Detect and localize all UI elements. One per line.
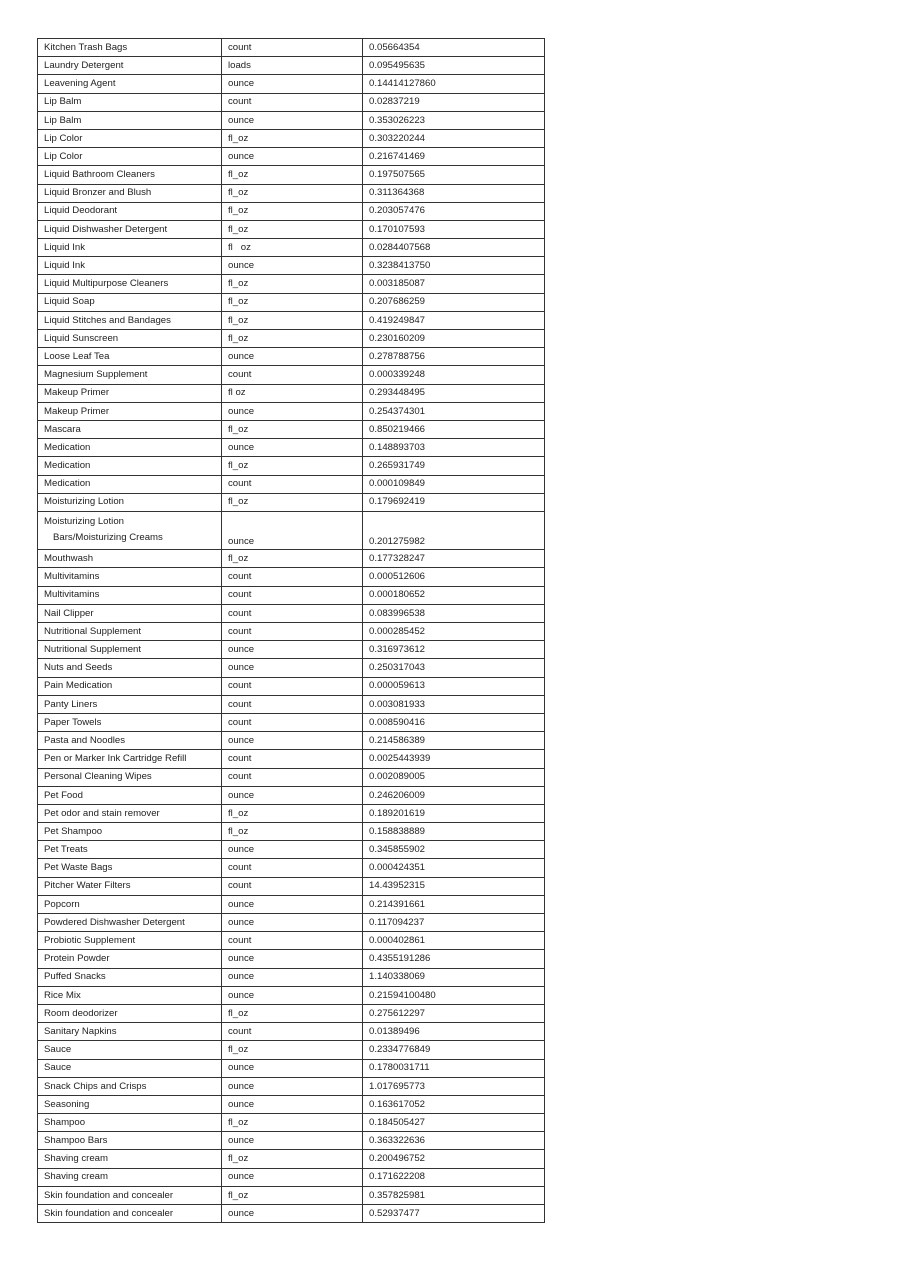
value-cell: 0.345855902: [363, 841, 545, 859]
product-name-cell: Liquid Multipurpose Cleaners: [38, 275, 222, 293]
table-row: [38, 475, 545, 493]
table-row: [38, 1004, 545, 1022]
table-row: [38, 1114, 545, 1132]
product-name-cell: Liquid Ink: [38, 239, 222, 257]
unit-cell: count: [222, 1023, 363, 1041]
value-cell: 0.003185087: [363, 275, 545, 293]
value-cell: 0.4355191286: [363, 950, 545, 968]
table-row: [38, 568, 545, 586]
product-name-cell: Laundry Detergent: [38, 57, 222, 75]
value-cell: 0.000109849: [363, 475, 545, 493]
product-name-cell: Makeup Primer: [38, 402, 222, 420]
table-row: [38, 1168, 545, 1186]
table-row: [38, 841, 545, 859]
product-name-cell: Room deodorizer: [38, 1004, 222, 1022]
product-name-line1: Moisturizing Lotion: [44, 516, 124, 528]
value-cell: 0.207686259: [363, 293, 545, 311]
table-row: [38, 1059, 545, 1077]
value-cell: 0.177328247: [363, 550, 545, 568]
table-row: [38, 311, 545, 329]
value-cell: 0.05664354: [363, 39, 545, 57]
table-row: [38, 511, 545, 549]
unit-cell: ounce: [222, 511, 363, 549]
unit-cell: fl_oz: [222, 202, 363, 220]
product-name-cell: Sauce: [38, 1041, 222, 1059]
table-row: [38, 950, 545, 968]
unit-cell: ounce: [222, 1059, 363, 1077]
table-row: [38, 713, 545, 731]
value-cell: 0.52937477: [363, 1205, 545, 1223]
product-name-cell: Pet Treats: [38, 841, 222, 859]
table-row: [38, 493, 545, 511]
table-row: [38, 695, 545, 713]
table-row: [38, 1077, 545, 1095]
unit-cell: count: [222, 475, 363, 493]
table-row: [38, 220, 545, 238]
value-cell: 0.148893703: [363, 439, 545, 457]
table-row: [38, 932, 545, 950]
table-row: [38, 877, 545, 895]
product-name-cell: Seasoning: [38, 1095, 222, 1113]
product-name-cell: Liquid Deodorant: [38, 202, 222, 220]
value-cell: 0.095495635: [363, 57, 545, 75]
value-cell: 0.230160209: [363, 330, 545, 348]
value-cell: 0.357825981: [363, 1186, 545, 1204]
product-name-cell: Kitchen Trash Bags: [38, 39, 222, 57]
product-name-cell: Shampoo Bars: [38, 1132, 222, 1150]
table-row: [38, 786, 545, 804]
product-name-cell: Pet Shampoo: [38, 823, 222, 841]
unit-cell: fl oz: [222, 239, 363, 257]
table-row: [38, 202, 545, 220]
value-cell: 0.316973612: [363, 641, 545, 659]
value-cell: 0.419249847: [363, 311, 545, 329]
unit-cell: fl_oz: [222, 493, 363, 511]
table-row: [38, 402, 545, 420]
value-cell: 0.311364368: [363, 184, 545, 202]
table-row: [38, 623, 545, 641]
unit-cell: fl_oz: [222, 1114, 363, 1132]
unit-cell: fl_oz: [222, 184, 363, 202]
value-cell: 0.000424351: [363, 859, 545, 877]
product-name-cell: Liquid Bathroom Cleaners: [38, 166, 222, 184]
unit-cell: ounce: [222, 111, 363, 129]
table-row: [38, 239, 545, 257]
product-name-cell: Liquid Soap: [38, 293, 222, 311]
product-name-cell: Multivitamins: [38, 568, 222, 586]
product-name-cell: [38, 511, 222, 549]
table-row: [38, 1095, 545, 1113]
product-name-cell: Pasta and Noodles: [38, 732, 222, 750]
product-name-cell: Paper Towels: [38, 713, 222, 731]
unit-cell: ounce: [222, 439, 363, 457]
unit-cell: fl_oz: [222, 330, 363, 348]
table-row: [38, 330, 545, 348]
value-cell: 0.293448495: [363, 384, 545, 402]
product-name-line2: Bars/Moisturizing Creams: [53, 532, 163, 544]
value-cell: 0.1780031711: [363, 1059, 545, 1077]
table-row: [38, 257, 545, 275]
unit-cell: ounce: [222, 786, 363, 804]
unit-cell: fl_oz: [222, 275, 363, 293]
unit-cell: ounce: [222, 257, 363, 275]
unit-cell: count: [222, 932, 363, 950]
value-cell: 0.250317043: [363, 659, 545, 677]
value-cell: 0.008590416: [363, 713, 545, 731]
value-cell: 0.184505427: [363, 1114, 545, 1132]
value-cell: 1.017695773: [363, 1077, 545, 1095]
unit-cell: count: [222, 677, 363, 695]
value-cell: 0.083996538: [363, 604, 545, 622]
product-name-cell: Rice Mix: [38, 986, 222, 1004]
value-cell: 0.278788756: [363, 348, 545, 366]
product-name-cell: Sauce: [38, 1059, 222, 1077]
unit-cell: loads: [222, 57, 363, 75]
value-cell: 0.275612297: [363, 1004, 545, 1022]
product-name-cell: Shaving cream: [38, 1150, 222, 1168]
table-row: [38, 1205, 545, 1223]
table-row: [38, 384, 545, 402]
table-row: [38, 1023, 545, 1041]
value-cell: 0.171622208: [363, 1168, 545, 1186]
product-name-cell: Snack Chips and Crisps: [38, 1077, 222, 1095]
value-cell: 0.200496752: [363, 1150, 545, 1168]
value-cell: 0.117094237: [363, 914, 545, 932]
value-cell: 0.0284407568: [363, 239, 545, 257]
value-cell: 0.353026223: [363, 111, 545, 129]
value-cell: 0.000339248: [363, 366, 545, 384]
table-row: [38, 293, 545, 311]
table-row: [38, 914, 545, 932]
value-cell: 0.158838889: [363, 823, 545, 841]
product-name-cell: Popcorn: [38, 895, 222, 913]
unit-cell: count: [222, 586, 363, 604]
unit-cell: count: [222, 604, 363, 622]
unit-cell: count: [222, 877, 363, 895]
table-row: [38, 677, 545, 695]
table-row: [38, 732, 545, 750]
table-row: [38, 750, 545, 768]
unit-cell: ounce: [222, 1132, 363, 1150]
value-cell: 0.02837219: [363, 93, 545, 111]
value-cell: 0.000059613: [363, 677, 545, 695]
unit-cell: ounce: [222, 841, 363, 859]
unit-cell: fl_oz: [222, 220, 363, 238]
value-cell: 0.0025443939: [363, 750, 545, 768]
product-name-cell: Leavening Agent: [38, 75, 222, 93]
table-row: [38, 457, 545, 475]
unit-cell: count: [222, 366, 363, 384]
value-cell: 0.265931749: [363, 457, 545, 475]
value-cell: 0.216741469: [363, 148, 545, 166]
product-name-cell: Puffed Snacks: [38, 968, 222, 986]
value-cell: 0.303220244: [363, 129, 545, 147]
value-cell: 0.14414127860: [363, 75, 545, 93]
product-name-cell: Loose Leaf Tea: [38, 348, 222, 366]
value-cell: 0.203057476: [363, 202, 545, 220]
product-name-cell: Mascara: [38, 420, 222, 438]
product-name-cell: Liquid Ink: [38, 257, 222, 275]
value-cell: 0.179692419: [363, 493, 545, 511]
value-cell: 0.246206009: [363, 786, 545, 804]
product-name-cell: Personal Cleaning Wipes: [38, 768, 222, 786]
table-row: [38, 659, 545, 677]
table-row: [38, 604, 545, 622]
unit-cell: ounce: [222, 1095, 363, 1113]
table-row: [38, 366, 545, 384]
unit-cell: fl_oz: [222, 293, 363, 311]
product-name-cell: Medication: [38, 439, 222, 457]
table-row: [38, 1150, 545, 1168]
product-name-cell: Sanitary Napkins: [38, 1023, 222, 1041]
value-cell: 0.254374301: [363, 402, 545, 420]
data-table: [37, 38, 545, 1223]
unit-cell: ounce: [222, 732, 363, 750]
unit-cell: ounce: [222, 641, 363, 659]
product-name-cell: Lip Balm: [38, 93, 222, 111]
table-row: [38, 1132, 545, 1150]
unit-cell: ounce: [222, 402, 363, 420]
product-name-cell: Nutritional Supplement: [38, 641, 222, 659]
unit-cell: ounce: [222, 950, 363, 968]
unit-cell: ounce: [222, 659, 363, 677]
table-row: [38, 439, 545, 457]
product-name-cell: Pet Waste Bags: [38, 859, 222, 877]
value-cell: 0.170107593: [363, 220, 545, 238]
unit-cell: fl_oz: [222, 1041, 363, 1059]
value-cell: 0.3238413750: [363, 257, 545, 275]
value-cell: 0.21594100480: [363, 986, 545, 1004]
unit-cell: count: [222, 859, 363, 877]
product-name-cell: Mouthwash: [38, 550, 222, 568]
product-name-cell: Liquid Stitches and Bandages: [38, 311, 222, 329]
table-row: [38, 823, 545, 841]
table-row: [38, 768, 545, 786]
product-name-cell: Powdered Dishwasher Detergent: [38, 914, 222, 932]
table-row: [38, 420, 545, 438]
product-name-cell: Lip Color: [38, 129, 222, 147]
unit-cell: fl_oz: [222, 804, 363, 822]
unit-cell: count: [222, 93, 363, 111]
unit-cell: count: [222, 695, 363, 713]
unit-cell: count: [222, 39, 363, 57]
product-name-cell: Skin foundation and concealer: [38, 1186, 222, 1204]
value-cell: 0.000180652: [363, 586, 545, 604]
unit-cell: ounce: [222, 148, 363, 166]
table-row: [38, 348, 545, 366]
unit-cell: ounce: [222, 968, 363, 986]
unit-cell: ounce: [222, 914, 363, 932]
value-cell: 0.000402861: [363, 932, 545, 950]
unit-cell: fl_oz: [222, 550, 363, 568]
unit-cell: ounce: [222, 1205, 363, 1223]
table-row: [38, 968, 545, 986]
product-name-cell: Panty Liners: [38, 695, 222, 713]
value-cell: 14.43952315: [363, 877, 545, 895]
product-name-cell: Shampoo: [38, 1114, 222, 1132]
table-row: [38, 39, 545, 57]
value-cell: 0.163617052: [363, 1095, 545, 1113]
product-name-cell: Nuts and Seeds: [38, 659, 222, 677]
table-row: [38, 93, 545, 111]
table-row: [38, 166, 545, 184]
unit-cell: fl_oz: [222, 1186, 363, 1204]
value-cell: 0.000512606: [363, 568, 545, 586]
unit-cell: fl oz: [222, 384, 363, 402]
value-cell: 0.214586389: [363, 732, 545, 750]
unit-cell: fl_oz: [222, 166, 363, 184]
unit-cell: count: [222, 568, 363, 586]
product-name-cell: Liquid Dishwasher Detergent: [38, 220, 222, 238]
table-row: [38, 184, 545, 202]
unit-cell: fl_oz: [222, 1150, 363, 1168]
value-cell: 0.2334776849: [363, 1041, 545, 1059]
value-cell: 0.01389496: [363, 1023, 545, 1041]
value-cell: 0.000285452: [363, 623, 545, 641]
table-row: [38, 275, 545, 293]
unit-cell: ounce: [222, 348, 363, 366]
product-name-cell: Nail Clipper: [38, 604, 222, 622]
unit-cell: fl_oz: [222, 129, 363, 147]
unit-cell: fl_oz: [222, 311, 363, 329]
table-row: [38, 1186, 545, 1204]
value-cell: 0.214391661: [363, 895, 545, 913]
value-cell: 0.002089005: [363, 768, 545, 786]
table-row: [38, 1041, 545, 1059]
product-name-cell: Protein Powder: [38, 950, 222, 968]
unit-cell: ounce: [222, 75, 363, 93]
table-row: [38, 75, 545, 93]
product-name-cell: Moisturizing Lotion: [38, 493, 222, 511]
product-name-cell: Lip Color: [38, 148, 222, 166]
unit-cell: count: [222, 623, 363, 641]
product-name-cell: Skin foundation and concealer: [38, 1205, 222, 1223]
product-name-cell: Pain Medication: [38, 677, 222, 695]
table-row: [38, 148, 545, 166]
unit-cell: ounce: [222, 1077, 363, 1095]
table-row: [38, 111, 545, 129]
product-name-cell: Magnesium Supplement: [38, 366, 222, 384]
table-row: [38, 57, 545, 75]
product-name-cell: Makeup Primer: [38, 384, 222, 402]
table-row: [38, 986, 545, 1004]
table-row: [38, 550, 545, 568]
product-name-cell: Medication: [38, 475, 222, 493]
unit-cell: count: [222, 713, 363, 731]
product-name-cell: Liquid Sunscreen: [38, 330, 222, 348]
product-name-cell: Pet Food: [38, 786, 222, 804]
product-name-cell: Pitcher Water Filters: [38, 877, 222, 895]
product-name-cell: Pet odor and stain remover: [38, 804, 222, 822]
product-name-cell: Lip Balm: [38, 111, 222, 129]
product-name-cell: Multivitamins: [38, 586, 222, 604]
table-row: [38, 586, 545, 604]
value-cell: 0.197507565: [363, 166, 545, 184]
table-body: [38, 39, 545, 1223]
value-cell: 0.189201619: [363, 804, 545, 822]
unit-cell: fl_oz: [222, 823, 363, 841]
table-row: [38, 129, 545, 147]
unit-cell: ounce: [222, 986, 363, 1004]
value-cell: 0.850219466: [363, 420, 545, 438]
product-name-cell: Probiotic Supplement: [38, 932, 222, 950]
value-cell: 0.201275982: [363, 511, 545, 549]
table-row: [38, 895, 545, 913]
product-name-cell: Liquid Bronzer and Blush: [38, 184, 222, 202]
unit-cell: fl_oz: [222, 420, 363, 438]
unit-cell: ounce: [222, 1168, 363, 1186]
product-name-cell: Pen or Marker Ink Cartridge Refill: [38, 750, 222, 768]
product-name-cell: Medication: [38, 457, 222, 475]
unit-cell: count: [222, 750, 363, 768]
unit-cell: fl_oz: [222, 457, 363, 475]
table-row: [38, 859, 545, 877]
table-row: [38, 641, 545, 659]
unit-cell: ounce: [222, 895, 363, 913]
product-name-cell: Shaving cream: [38, 1168, 222, 1186]
value-cell: 1.140338069: [363, 968, 545, 986]
table-row: [38, 804, 545, 822]
value-cell: 0.363322636: [363, 1132, 545, 1150]
unit-cell: fl_oz: [222, 1004, 363, 1022]
value-cell: 0.003081933: [363, 695, 545, 713]
product-name-cell: Nutritional Supplement: [38, 623, 222, 641]
unit-cell: count: [222, 768, 363, 786]
